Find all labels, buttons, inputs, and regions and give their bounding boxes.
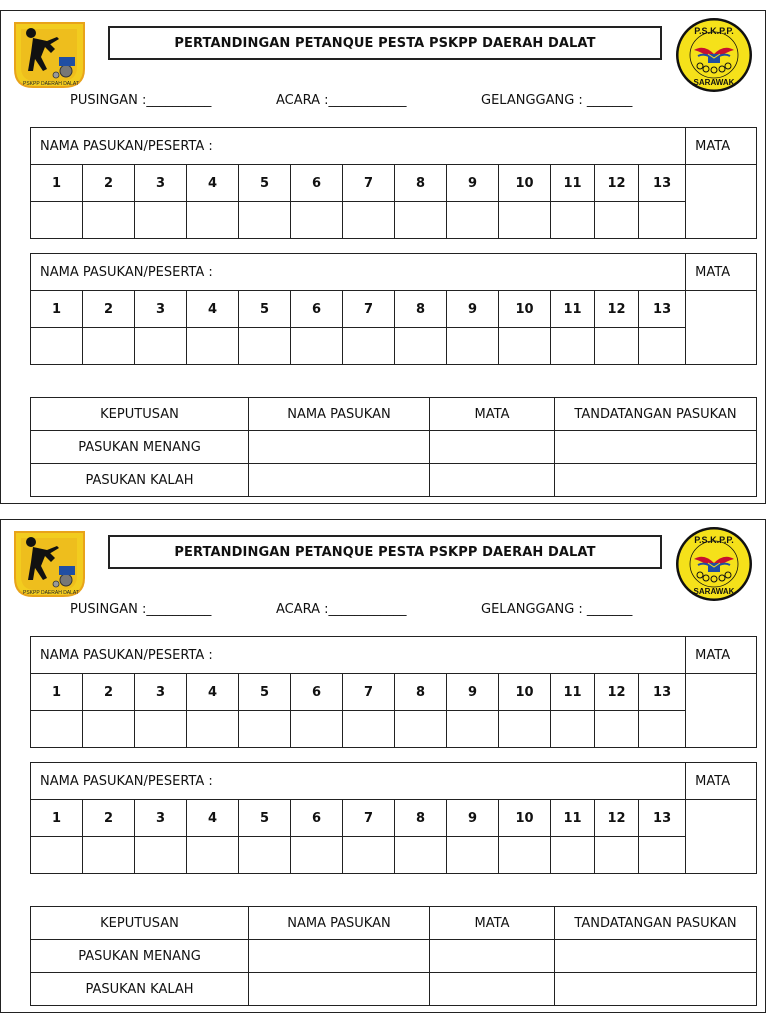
- result-entry-cell[interactable]: [555, 973, 757, 1006]
- end-number: 3: [135, 674, 187, 711]
- end-number: 7: [343, 165, 395, 202]
- result-entry-cell[interactable]: [430, 940, 555, 973]
- team-name-label: NAMA PASUKAN/PESERTA :: [31, 637, 686, 674]
- end-score-cell[interactable]: [83, 202, 135, 239]
- emblem-top-text: P.S.K.P.P.: [694, 26, 734, 36]
- end-number: 8: [395, 165, 447, 202]
- end-score-cell[interactable]: [343, 837, 395, 874]
- result-entry-cell[interactable]: [430, 973, 555, 1006]
- sheet-title: PERTANDINGAN PETANQUE PESTA PSKPP DAERAH DALAT: [108, 26, 662, 60]
- end-number: 6: [291, 674, 343, 711]
- end-number: 11: [551, 674, 595, 711]
- team-score-table-1: [30, 127, 757, 239]
- acara-field[interactable]: ACARA :____________: [276, 602, 407, 617]
- end-number: 4: [187, 165, 239, 202]
- end-score-cell[interactable]: [551, 711, 595, 748]
- end-number: 1: [31, 291, 83, 328]
- end-number: 6: [291, 800, 343, 837]
- end-number: 1: [31, 800, 83, 837]
- mata-header: MATA: [686, 763, 757, 800]
- end-score-cell[interactable]: [31, 837, 83, 874]
- end-number: 9: [447, 165, 499, 202]
- end-number: 13: [639, 800, 686, 837]
- team-score-table-2: [30, 762, 757, 874]
- team-name-label: NAMA PASUKAN/PESERTA :: [31, 763, 686, 800]
- mata-header: MATA: [686, 128, 757, 165]
- acara-field[interactable]: ACARA :____________: [276, 93, 407, 108]
- end-score-cell[interactable]: [447, 202, 499, 239]
- end-score-cell[interactable]: [499, 711, 551, 748]
- end-number: 5: [239, 165, 291, 202]
- end-number: 4: [187, 674, 239, 711]
- end-score-cell[interactable]: [187, 837, 239, 874]
- emblem-top-text: P.S.K.P.P.: [694, 535, 734, 545]
- end-number: 6: [291, 165, 343, 202]
- end-number: 12: [595, 165, 639, 202]
- petanque-club-logo: [11, 19, 88, 90]
- result-entry-cell[interactable]: [555, 431, 757, 464]
- total-score-cell[interactable]: [686, 800, 757, 874]
- end-number: 10: [499, 291, 551, 328]
- end-score-cell[interactable]: [639, 328, 686, 365]
- end-number: 11: [551, 800, 595, 837]
- end-number: 1: [31, 674, 83, 711]
- end-score-cell[interactable]: [135, 711, 187, 748]
- team-score-table-1: [30, 636, 757, 748]
- end-number: 7: [343, 674, 395, 711]
- sheet-title: PERTANDINGAN PETANQUE PESTA PSKPP DAERAH DALAT: [108, 535, 662, 569]
- end-number: 2: [83, 165, 135, 202]
- end-number: 9: [447, 674, 499, 711]
- result-entry-cell[interactable]: [249, 940, 430, 973]
- result-header: TANDATANGAN PASUKAN: [555, 907, 757, 940]
- result-entry-cell[interactable]: [555, 940, 757, 973]
- end-number: 6: [291, 291, 343, 328]
- result-header: TANDATANGAN PASUKAN: [555, 398, 757, 431]
- end-score-cell[interactable]: [499, 837, 551, 874]
- end-number: 3: [135, 165, 187, 202]
- end-score-cell[interactable]: [239, 202, 291, 239]
- end-score-cell[interactable]: [187, 328, 239, 365]
- left-logo-text: PSKPP DAERAH DALAT: [23, 81, 79, 87]
- left-logo-text: PSKPP DAERAH DALAT: [23, 590, 79, 596]
- end-score-cell[interactable]: [31, 328, 83, 365]
- end-score-cell[interactable]: [135, 202, 187, 239]
- end-number: 2: [83, 800, 135, 837]
- result-header: KEPUTUSAN: [31, 398, 249, 431]
- end-number: 8: [395, 674, 447, 711]
- result-entry-cell[interactable]: [430, 431, 555, 464]
- result-table: [30, 397, 757, 497]
- end-number: 3: [135, 291, 187, 328]
- end-number: 13: [639, 165, 686, 202]
- end-number: 10: [499, 674, 551, 711]
- end-number: 4: [187, 800, 239, 837]
- end-number: 13: [639, 674, 686, 711]
- mata-header: MATA: [686, 637, 757, 674]
- result-entry-cell[interactable]: [249, 431, 430, 464]
- end-number: 11: [551, 291, 595, 328]
- result-row-label: PASUKAN KALAH: [31, 464, 249, 497]
- end-number: 12: [595, 291, 639, 328]
- end-score-cell[interactable]: [239, 711, 291, 748]
- end-score-cell[interactable]: [31, 202, 83, 239]
- end-number: 9: [447, 291, 499, 328]
- result-header: MATA: [430, 907, 555, 940]
- end-score-cell[interactable]: [595, 328, 639, 365]
- result-entry-cell[interactable]: [249, 973, 430, 1006]
- end-score-cell[interactable]: [551, 328, 595, 365]
- result-row-label: PASUKAN KALAH: [31, 973, 249, 1006]
- end-number: 12: [595, 800, 639, 837]
- end-number: 1: [31, 165, 83, 202]
- end-number: 7: [343, 800, 395, 837]
- team-name-label: NAMA PASUKAN/PESERTA :: [31, 254, 686, 291]
- end-score-cell[interactable]: [239, 837, 291, 874]
- end-score-cell[interactable]: [639, 837, 686, 874]
- end-score-cell[interactable]: [187, 202, 239, 239]
- pusingan-field[interactable]: PUSINGAN :__________: [70, 602, 212, 617]
- end-number: 10: [499, 800, 551, 837]
- end-score-cell[interactable]: [551, 837, 595, 874]
- end-score-cell[interactable]: [291, 711, 343, 748]
- emblem-bottom-text: SARAWAK: [693, 78, 735, 87]
- end-score-cell[interactable]: [291, 837, 343, 874]
- end-score-cell[interactable]: [595, 837, 639, 874]
- end-number: 5: [239, 800, 291, 837]
- end-score-cell[interactable]: [83, 711, 135, 748]
- result-table: [30, 906, 757, 1006]
- gelanggang-field[interactable]: GELANGGANG : _______: [481, 93, 633, 108]
- end-number: 10: [499, 165, 551, 202]
- end-score-cell[interactable]: [291, 202, 343, 239]
- end-number: 9: [447, 800, 499, 837]
- end-score-cell[interactable]: [135, 837, 187, 874]
- end-score-cell[interactable]: [595, 711, 639, 748]
- end-score-cell[interactable]: [343, 328, 395, 365]
- total-score-cell[interactable]: [686, 165, 757, 239]
- end-number: 5: [239, 291, 291, 328]
- result-header: KEPUTUSAN: [31, 907, 249, 940]
- result-header: NAMA PASUKAN: [249, 907, 430, 940]
- end-number: 3: [135, 800, 187, 837]
- end-score-cell[interactable]: [187, 711, 239, 748]
- pusingan-field[interactable]: PUSINGAN :__________: [70, 93, 212, 108]
- score-sheet-1: [0, 10, 766, 504]
- end-score-cell[interactable]: [31, 711, 83, 748]
- end-score-cell[interactable]: [639, 202, 686, 239]
- team-score-table-2: [30, 253, 757, 365]
- emblem-bottom-text: SARAWAK: [693, 587, 735, 596]
- result-entry-cell[interactable]: [430, 464, 555, 497]
- score-sheet-2: [0, 519, 766, 1013]
- petanque-club-logo: [11, 528, 88, 599]
- pskpp-sarawak-emblem: [674, 16, 754, 94]
- end-number: 8: [395, 800, 447, 837]
- result-header: NAMA PASUKAN: [249, 398, 430, 431]
- pskpp-sarawak-emblem: [674, 525, 754, 603]
- mata-header: MATA: [686, 254, 757, 291]
- end-score-cell[interactable]: [447, 711, 499, 748]
- result-header: MATA: [430, 398, 555, 431]
- end-score-cell[interactable]: [343, 711, 395, 748]
- end-score-cell[interactable]: [447, 328, 499, 365]
- end-score-cell[interactable]: [551, 202, 595, 239]
- end-score-cell[interactable]: [83, 837, 135, 874]
- result-entry-cell[interactable]: [249, 464, 430, 497]
- end-score-cell[interactable]: [499, 328, 551, 365]
- team-name-label: NAMA PASUKAN/PESERTA :: [31, 128, 686, 165]
- end-score-cell[interactable]: [135, 328, 187, 365]
- end-number: 4: [187, 291, 239, 328]
- end-number: 8: [395, 291, 447, 328]
- end-number: 13: [639, 291, 686, 328]
- end-score-cell[interactable]: [83, 328, 135, 365]
- result-row-label: PASUKAN MENANG: [31, 940, 249, 973]
- end-score-cell[interactable]: [499, 202, 551, 239]
- end-score-cell[interactable]: [395, 837, 447, 874]
- end-score-cell[interactable]: [343, 202, 395, 239]
- end-number: 2: [83, 674, 135, 711]
- total-score-cell[interactable]: [686, 674, 757, 748]
- end-number: 12: [595, 674, 639, 711]
- end-score-cell[interactable]: [239, 328, 291, 365]
- end-number: 5: [239, 674, 291, 711]
- end-score-cell[interactable]: [447, 837, 499, 874]
- end-score-cell[interactable]: [595, 202, 639, 239]
- end-number: 11: [551, 165, 595, 202]
- gelanggang-field[interactable]: GELANGGANG : _______: [481, 602, 633, 617]
- end-score-cell[interactable]: [395, 328, 447, 365]
- result-row-label: PASUKAN MENANG: [31, 431, 249, 464]
- end-score-cell[interactable]: [395, 202, 447, 239]
- end-score-cell[interactable]: [639, 711, 686, 748]
- end-number: 2: [83, 291, 135, 328]
- end-score-cell[interactable]: [395, 711, 447, 748]
- total-score-cell[interactable]: [686, 291, 757, 365]
- end-score-cell[interactable]: [291, 328, 343, 365]
- end-number: 7: [343, 291, 395, 328]
- result-entry-cell[interactable]: [555, 464, 757, 497]
